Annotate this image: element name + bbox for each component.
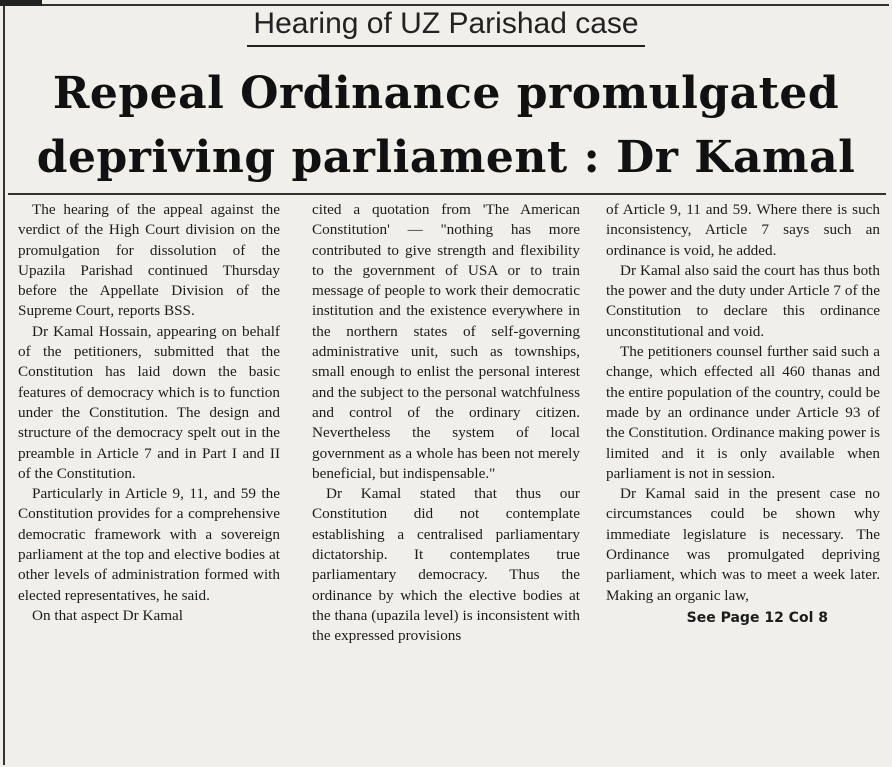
- column-1: [18, 200, 280, 760]
- paragraph: The hearing of the appeal against the verdict of the High Court division on the promulgation for dissolution of the Upazila Parishad continued Thursday before the Appellate Division of the Supreme Court, reports BSS.: [18, 201, 280, 320]
- kicker-text: Hearing of UZ Parishad case: [247, 4, 644, 47]
- paragraph: The petitioners counsel further said such a change, which effected all 460 thanas and the entire population of the country, could be made by an ordinance under Article 93 of the Constitution. Ordinance making power is limited and it is only available when parliament is not in session.: [606, 343, 880, 482]
- paragraph: cited a quotation from 'The American Constitution' — "nothing has more contributed to give strength and flexibility to the government of USA or to train message of people to work their democratic institution and the existence everywhere in the northern states of self-governing administrative unit, such as townships, small enough to enlist the personal interest and the subject to the personal watchfulness and control of the ordinary citizen. Nevertheless the system of local government as a whole has been not merely beneficial, but indispensable.": [312, 201, 580, 482]
- headline-line-2: depriving parliament : Dr Kamal: [36, 132, 856, 183]
- column-3: [606, 200, 880, 760]
- kicker: [0, 4, 892, 47]
- paragraph: Dr Kamal stated that thus our Constitution did not contemplate establishing a centralised parliamentary dictatorship. It contemplates true parliamentary democracy. Thus the ordinance by which the elective bodies at the thana (upazila level) is inconsistent with the expressed provisions: [312, 485, 580, 645]
- headline: [0, 62, 892, 190]
- paragraph: Dr Kamal also said the court has thus both the power and the duty under Article 7 of the Constitution to declare this ordinance unconstitutional and void.: [606, 261, 880, 340]
- paragraph: On that aspect Dr Kamal: [32, 606, 183, 624]
- headline-line-1: Repeal Ordinance promulgated: [52, 68, 840, 119]
- paragraph: of Article 9, 11 and 59. Where there is such inconsistency, Article 7 says such an ordinance is void, he added.: [606, 201, 880, 259]
- headline-rule: [8, 193, 886, 195]
- paragraph: Particularly in Article 9, 11, and 59 the Constitution provides for a comprehensive democratic framework with a sovereign parliament at the top and elective bodies at other levels of administration formed with elected representatives, he said.: [18, 485, 280, 604]
- paragraph: Dr Kamal Hossain, appearing on behalf of the petitioners, submitted that the Constitution has laid down the basic features of democracy which is to function under the Constitution. The design and structure of the democracy spelt out in the preamble in Article 7 and in Part I and II of the Constitution.: [18, 322, 280, 482]
- jump-line: See Page 12 Col 8: [686, 609, 828, 626]
- paragraph: Dr Kamal said in the present case no circumstances could be shown why immediate legislature is necessary. The Ordinance was promulgated depriving parliament, which was to meet a week later. Making an organic law,: [606, 485, 880, 604]
- column-2: [312, 200, 580, 760]
